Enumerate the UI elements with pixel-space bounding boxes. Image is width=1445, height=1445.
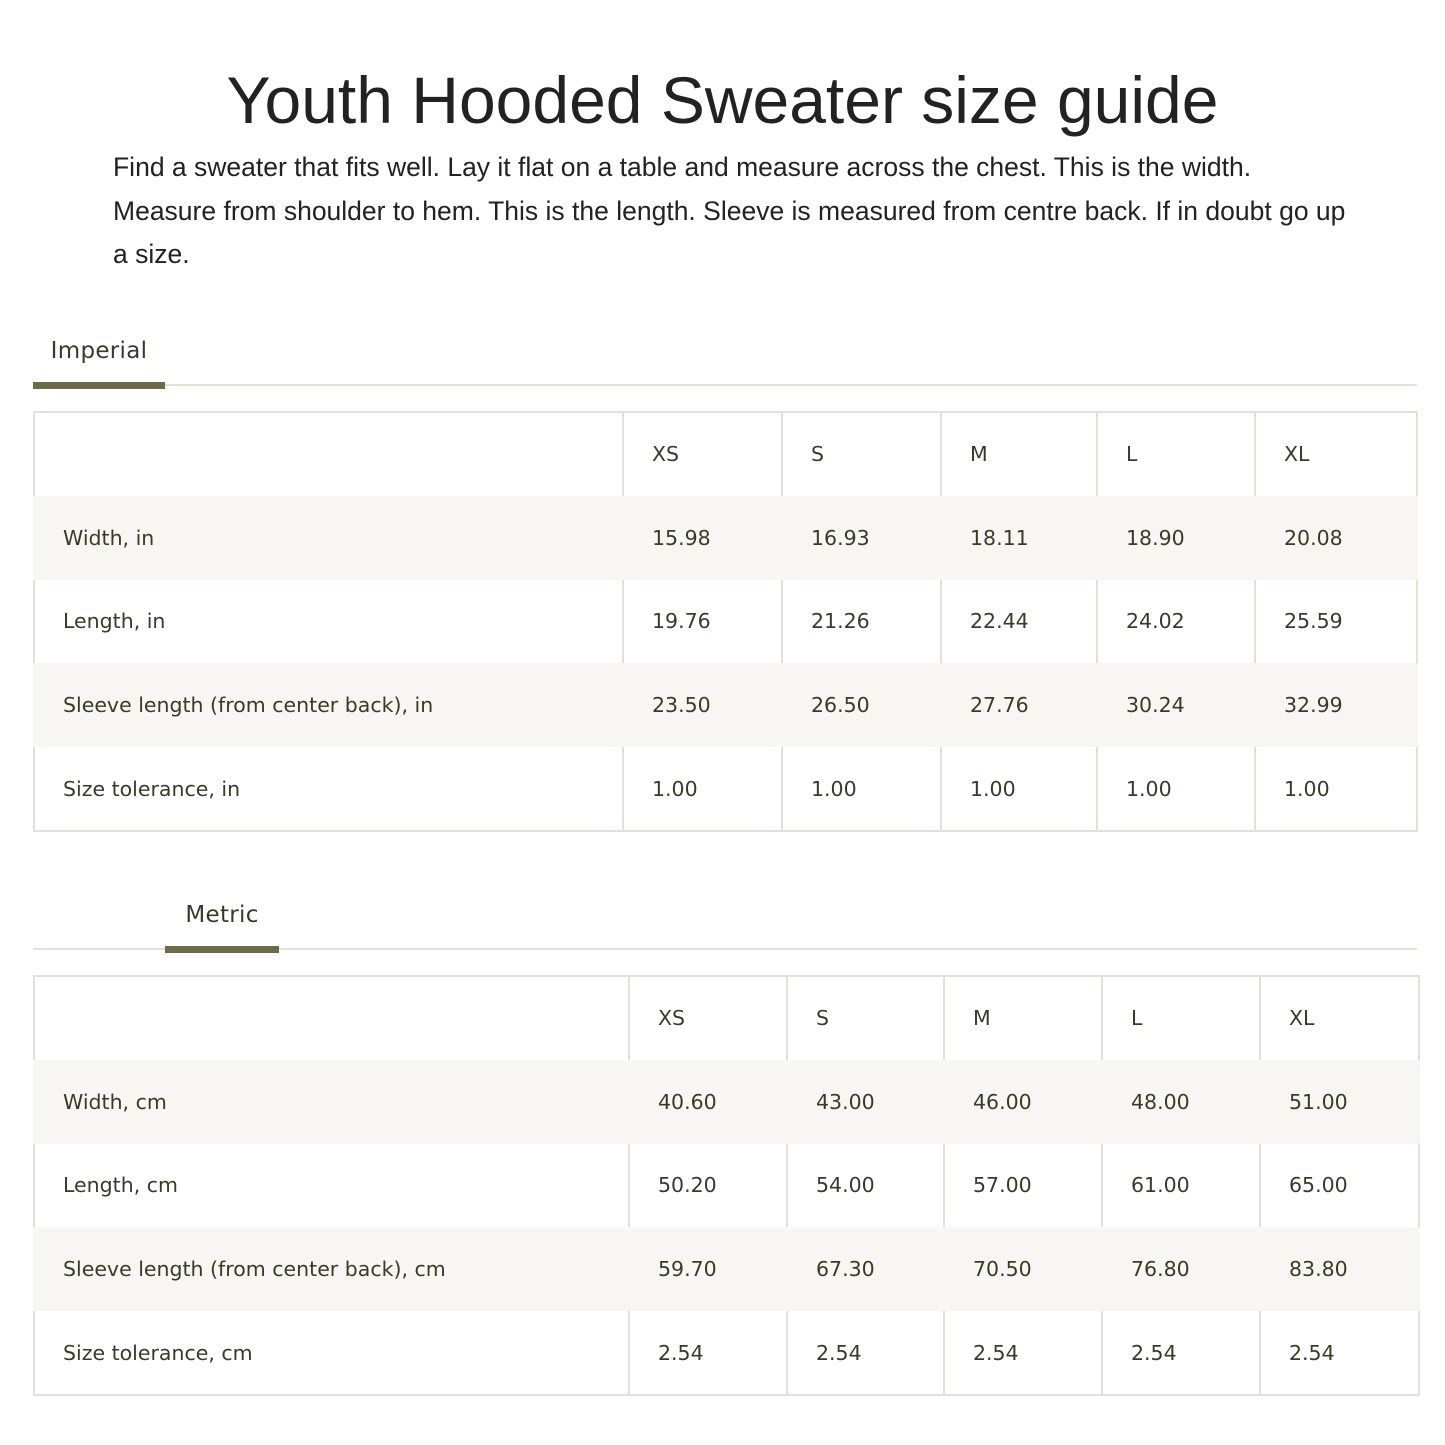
table-row — [34, 1060, 1419, 1144]
table-cell: 57.00 — [944, 1144, 1102, 1228]
table-cell: 1.00 — [1255, 747, 1417, 831]
tab-imperial-underline — [33, 382, 165, 389]
table-cell: 1.00 — [623, 747, 782, 831]
table-cell: 2.54 — [944, 1311, 1102, 1395]
tab-metric[interactable] — [165, 890, 279, 950]
table-cell: 25.59 — [1255, 580, 1417, 664]
table-row — [34, 1144, 1419, 1228]
table-cell: 18.11 — [941, 496, 1097, 580]
header-size-xl: XL — [1260, 976, 1419, 1060]
table-cell: 16.93 — [782, 496, 941, 580]
row-label: Size tolerance, in — [34, 747, 623, 831]
table-cell: 61.00 — [1102, 1144, 1260, 1228]
table-cell: 54.00 — [787, 1144, 944, 1228]
header-size-s: S — [782, 412, 941, 496]
table-header-row — [34, 976, 1419, 1060]
table-cell: 1.00 — [782, 747, 941, 831]
table-row — [34, 1311, 1419, 1395]
table-cell: 23.50 — [623, 663, 782, 747]
header-size-xs: XS — [623, 412, 782, 496]
table-cell: 21.26 — [782, 580, 941, 664]
header-size-m: M — [941, 412, 1097, 496]
table-cell: 22.44 — [941, 580, 1097, 664]
metric-size-table — [33, 975, 1420, 1396]
table-row — [34, 1227, 1419, 1311]
row-label: Sleeve length (from center back), cm — [34, 1227, 629, 1311]
table-row — [34, 580, 1417, 664]
row-label: Size tolerance, cm — [34, 1311, 629, 1395]
table-cell: 2.54 — [1102, 1311, 1260, 1395]
table-cell: 83.80 — [1260, 1227, 1419, 1311]
table-row — [34, 747, 1417, 831]
table-cell: 51.00 — [1260, 1060, 1419, 1144]
table-cell: 70.50 — [944, 1227, 1102, 1311]
imperial-size-table — [33, 411, 1418, 832]
row-label: Length, cm — [34, 1144, 629, 1228]
table-cell: 15.98 — [623, 496, 782, 580]
table-cell: 19.76 — [623, 580, 782, 664]
row-label: Sleeve length (from center back), in — [34, 663, 623, 747]
imperial-tab-row — [33, 326, 1417, 386]
header-size-xs: XS — [629, 976, 787, 1060]
header-size-l: L — [1102, 976, 1260, 1060]
header-empty-cell — [34, 976, 629, 1060]
tab-imperial-label: Imperial — [50, 338, 148, 364]
table-cell: 32.99 — [1255, 663, 1417, 747]
table-cell: 40.60 — [629, 1060, 787, 1144]
header-size-l: L — [1097, 412, 1255, 496]
tab-metric-underline — [165, 946, 279, 953]
table-cell: 65.00 — [1260, 1144, 1419, 1228]
table-cell: 20.08 — [1255, 496, 1417, 580]
table-cell: 1.00 — [941, 747, 1097, 831]
table-header-row — [34, 412, 1417, 496]
page-title: Youth Hooded Sweater size guide — [226, 63, 1219, 137]
table-cell: 2.54 — [787, 1311, 944, 1395]
table-row — [34, 496, 1417, 580]
table-row — [34, 663, 1417, 747]
header-size-s: S — [787, 976, 944, 1060]
table-cell: 30.24 — [1097, 663, 1255, 747]
table-cell: 46.00 — [944, 1060, 1102, 1144]
metric-tab-row — [33, 890, 1417, 950]
row-label: Length, in — [34, 580, 623, 664]
intro-text: Find a sweater that fits well. Lay it flat on a table and measure across the chest. This is the width. Measure from shoulder to hem. This is the length. Sleeve is measured from centre back. If in doubt go up a size. — [113, 152, 1346, 269]
table-cell: 24.02 — [1097, 580, 1255, 664]
table-cell: 27.76 — [941, 663, 1097, 747]
table-cell: 18.90 — [1097, 496, 1255, 580]
table-cell: 2.54 — [1260, 1311, 1419, 1395]
row-label: Width, in — [34, 496, 623, 580]
table-cell: 76.80 — [1102, 1227, 1260, 1311]
tab-metric-label: Metric — [185, 902, 259, 928]
table-cell: 59.70 — [629, 1227, 787, 1311]
table-cell: 50.20 — [629, 1144, 787, 1228]
header-size-m: M — [944, 976, 1102, 1060]
tab-imperial[interactable] — [33, 326, 165, 386]
table-cell: 26.50 — [782, 663, 941, 747]
table-cell: 2.54 — [629, 1311, 787, 1395]
tab-baseline — [33, 384, 1417, 386]
table-cell: 43.00 — [787, 1060, 944, 1144]
row-label: Width, cm — [34, 1060, 629, 1144]
table-cell: 67.30 — [787, 1227, 944, 1311]
table-cell: 48.00 — [1102, 1060, 1260, 1144]
header-size-xl: XL — [1255, 412, 1417, 496]
table-cell: 1.00 — [1097, 747, 1255, 831]
header-empty-cell — [34, 412, 623, 496]
